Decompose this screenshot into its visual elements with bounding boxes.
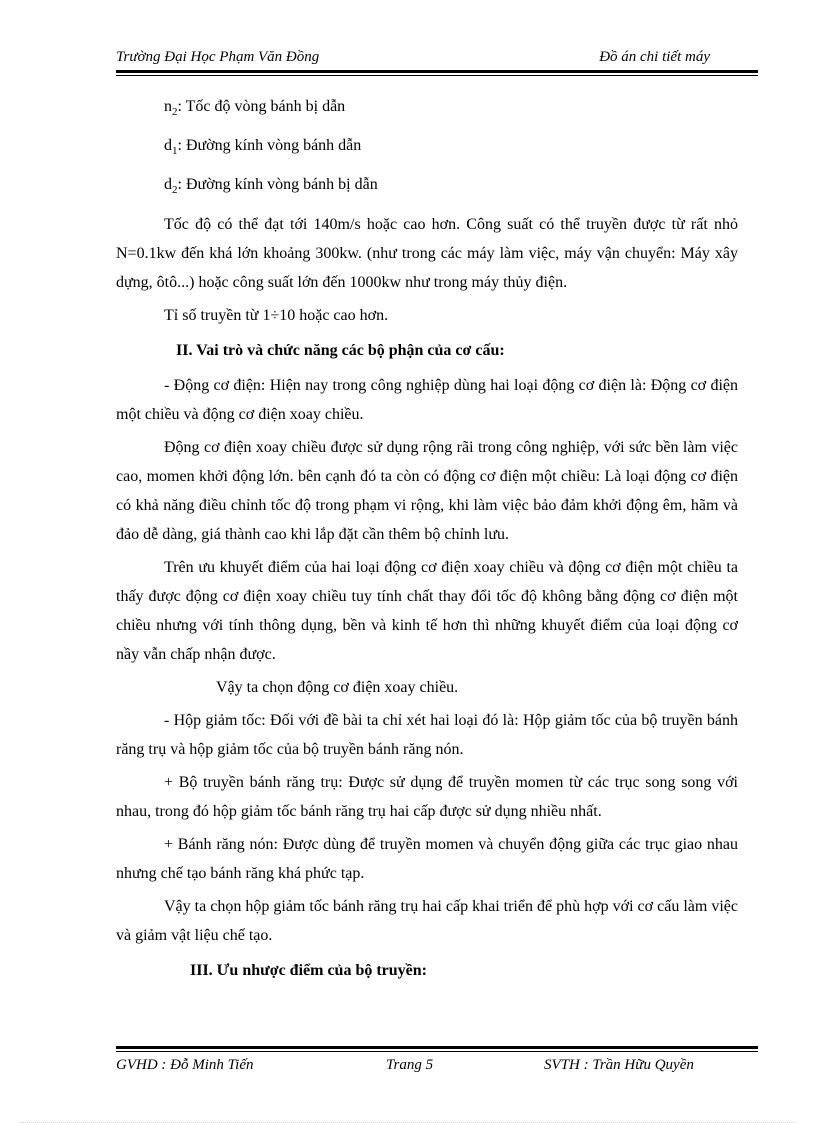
header-title: Đồ án chi tiết máy [599, 49, 710, 65]
footer-student: SVTH : Trần Hữu Quyền [544, 1057, 694, 1073]
variable-d2: $d_2$: Đường kính vòng bánh bị dẫn [164, 176, 378, 197]
paragraph-motor: - Động cơ điện: Hiện nay trong công nghiệp dùng hai loại động cơ điện là: Động cơ điện một chiều và động cơ điện xoay chiều. [116, 376, 738, 423]
paragraph-motor-choice: Vậy ta chọn động cơ điện xoay chiều. [216, 678, 459, 696]
footer-page-number: Trang 5 [386, 1057, 434, 1073]
heading-section-2: II. Vai trò và chức năng các bộ phận của cơ cấu: [176, 341, 505, 359]
paragraph-bevel-gear: + Bánh răng nón: Được dùng để truyền momen và chuyển động giữa các trục giao nhau nhưng chế tạo bánh răng khá phức tạp. [116, 835, 738, 882]
page-header [116, 49, 712, 69]
header-school: Trường Đại Học Phạm Văn Đồng [116, 49, 320, 65]
variable-n2: $n_2$: Tốc độ vòng bánh bị dẫn [164, 98, 346, 119]
header-rule-thin [116, 75, 758, 76]
page-footer [116, 1057, 758, 1077]
paragraph-speed: Tốc độ có thể đạt tới 140m/s hoặc cao hơn. Công suất có thể truyền được từ rất nhỏ N=0.1kw đến khá lớn khoảng 300kw. (như trong các máy làm việc, máy vận chuyển: Máy xây dựng, ôtô...) hoặc công suất lớn đến 1000kw như trong máy thủy điện. [116, 215, 738, 291]
paragraph-gearbox: - Hộp giảm tốc: Đối với đề bài ta chỉ xét hai loại đó là: Hộp giảm tốc của bộ truyền bánh răng trụ và hộp giảm tốc của bộ truyền bánh răng nón. [116, 711, 738, 758]
footer-advisor: GVHD : Đỗ Minh Tiến [116, 1057, 254, 1073]
paragraph-spur-gear: + Bộ truyền bánh răng trụ: Được sử dụng để truyền momen từ các trục song song với nhau, trong đó hộp giảm tốc bánh răng trụ hai cấp được sử dụng nhiều nhất. [116, 773, 738, 820]
paragraph-ratio: Tỉ số truyền từ 1÷10 hoặc cao hơn. [164, 306, 389, 324]
page-body [116, 92, 738, 991]
footer-rule-thick [116, 1046, 758, 1049]
paragraph-comparison: Trên ưu khuyết điểm của hai loại động cơ điện xoay chiều và động cơ điện một chiều ta thấy được động cơ điện xoay chiều tuy tính chất thay đổi tốc độ không bằng động cơ điện một chiều nhưng với tính thông dụng, bền và kinh tế hơn thì những khuyết điểm của loại động cơ nầy vẫn chấp nhận được. [116, 558, 738, 663]
paragraph-gearbox-choice: Vậy ta chọn hộp giảm tốc bánh răng trụ hai cấp khai triển để phù hợp với cơ cấu làm việc và giảm vật liệu chế tạo. [116, 897, 738, 944]
footer-rule-thin [116, 1051, 758, 1052]
heading-section-3: III. Ưu nhược điểm của bộ truyền: [190, 961, 427, 979]
paragraph-ac-motor: Động cơ điện xoay chiều được sử dụng rộng rãi trong công nghiệp, với sức bền làm việc cao, momen khởi động lớn. bên cạnh đó ta còn có động cơ điện một chiều: Là loại động cơ điện có khả năng điều chỉnh tốc độ trong phạm vi rộng, khi làm việc bảo đảm khởi động êm, hãm và đảo dễ dàng, giá thành cao khi lắp đặt cần thêm bộ chỉnh lưu. [116, 438, 738, 543]
variable-d1: $d_1$: Đường kính vòng bánh dẫn [164, 137, 362, 158]
header-rule-thick [116, 70, 758, 73]
